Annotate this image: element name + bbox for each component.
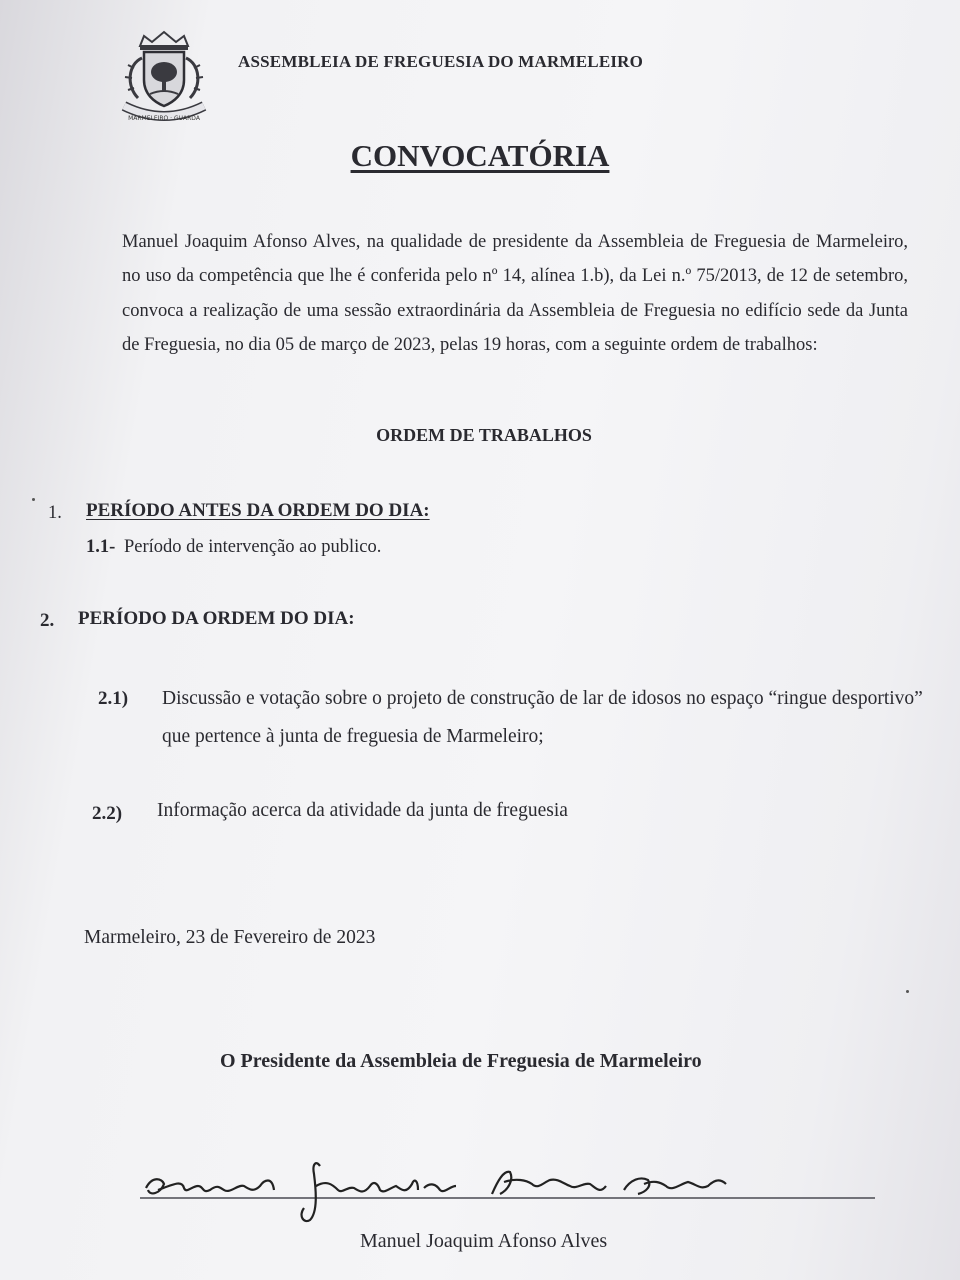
agenda-heading: ORDEM DE TRABALHOS bbox=[376, 425, 592, 445]
signatory-title: O Presidente da Assembleia de Freguesia de Marmeleiro bbox=[220, 1050, 702, 1072]
section2-number: 2. bbox=[40, 610, 55, 631]
agenda-item-number: 2.2) bbox=[92, 803, 123, 824]
place-date: Marmeleiro, 23 de Fevereiro de 2023 bbox=[84, 927, 376, 948]
coat-of-arms-icon bbox=[112, 28, 216, 128]
agenda-item-number: 2.1) bbox=[98, 688, 129, 709]
section1-number: 1. bbox=[48, 503, 62, 523]
section1-item-text: Período de intervenção ao publico. bbox=[124, 537, 382, 557]
organization-name: ASSEMBLEIA DE FREGUESIA DO MARMELEIRO bbox=[238, 52, 644, 71]
section1-title: PERÍODO ANTES DA ORDEM DO DIA: bbox=[86, 500, 430, 521]
agenda-item-text: Discussão e votação sobre o projeto de construção de lar de idosos no espaço “ringue desportivo” que pertence à junta de freguesia de Marmeleiro; bbox=[162, 688, 923, 747]
agenda-item-text: Informação acerca da atividade da junta de freguesia bbox=[157, 800, 568, 821]
section1-item-number: 1.1- bbox=[86, 537, 116, 557]
signatory-name: Manuel Joaquim Afonso Alves bbox=[360, 1230, 608, 1252]
handwritten-signature bbox=[140, 1150, 880, 1225]
speck-mark bbox=[906, 990, 909, 993]
section2-title: PERÍODO DA ORDEM DO DIA: bbox=[78, 608, 355, 629]
intro-paragraph: Manuel Joaquim Afonso Alves, na qualidade de presidente da Assembleia de Freguesia de Marmeleiro, no uso da competência que lhe é conferida pelo nº 14, alínea 1.b), da Lei n.º 75/2013, de 12 de setembro, convoca a realização de uma sessão extraordinária da Assembleia de Freguesia no edifício sede da Junta de Freguesia, no dia 05 de março de 2023, pelas 19 horas, com a seguinte ordem de trabalhos: bbox=[122, 232, 908, 356]
logo-ribbon-text: MARMELEIRO · GUARDA bbox=[128, 115, 200, 122]
document-title: CONVOCATÓRIA bbox=[350, 138, 610, 173]
speck-mark bbox=[32, 498, 35, 501]
